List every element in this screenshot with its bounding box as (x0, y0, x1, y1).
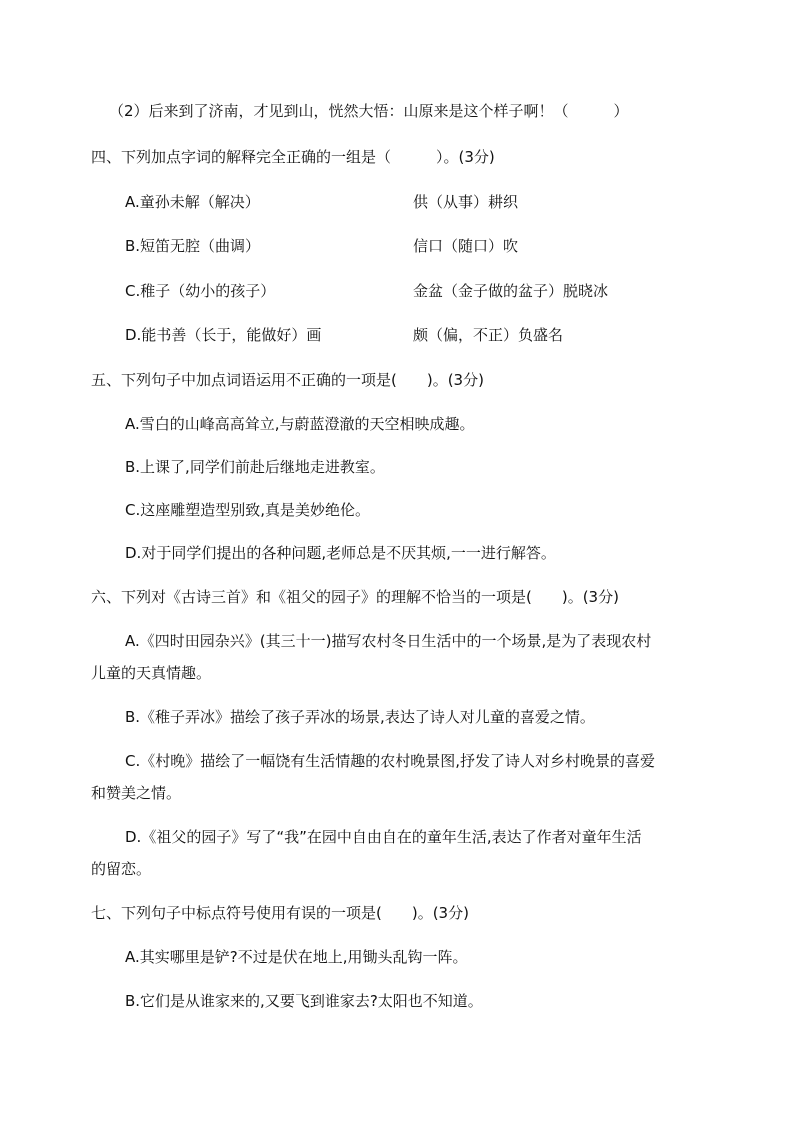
q4-option-a-right: 供（从事）耕织 (413, 193, 519, 211)
q4-option-b-left: B.短笛无腔（曲调） (125, 237, 261, 255)
q5-option-a: A.雪白的山峰高高耸立,与蔚蓝澄澈的天空相映成趣。 (125, 415, 475, 433)
q5-option-d: D.对于同学们提出的各种问题,老师总是不厌其烦,一一进行解答。 (125, 544, 556, 562)
q6-option-b: B.《稚子弄冰》描绘了孩子弄冰的场景,表达了诗人对儿童的喜爱之情。 (125, 708, 595, 726)
q5-option-c: C.这座雕塑造型别致,真是美妙绝伦。 (125, 501, 371, 519)
q6-option-c-line1: C.《村晚》描绘了一幅饶有生活情趣的农村晚景图,抒发了诗人对乡村晚景的喜爱 (125, 752, 656, 770)
q4-option-d-right: 颇（偏，不正）负盛名 (413, 326, 564, 344)
q6-option-c-line2: 和赞美之情。 (91, 784, 182, 802)
q3-subquestion-2: （2）后来到了济南，才见到山，恍然大悟：山原来是这个样子啊！（ ） (109, 102, 629, 120)
q4-title: 四、下列加点字词的解释完全正确的一组是（ ）。(3分) (91, 148, 495, 166)
q5-option-b: B.上课了,同学们前赴后继地走进教室。 (125, 458, 385, 476)
q6-option-d-line1: D.《祖父的园子》写了“我”在园中自由自在的童年生活,表达了作者对童年生活 (125, 828, 642, 846)
q4-option-c-right: 金盆（金子做的盆子）脱晓冰 (413, 282, 609, 300)
q4-option-a-left: A.童孙未解（解决） (125, 193, 260, 211)
q6-option-a-line1: A.《四时田园杂兴》(其三十一)描写农村冬日生活中的一个场景,是为了表现农村 (125, 632, 652, 650)
q6-option-a-line2: 儿童的天真情趣。 (91, 664, 212, 682)
q4-option-d-left: D.能书善（长于，能做好）画 (125, 326, 322, 344)
q4-option-c-left: C.稚子（幼小的孩子） (125, 282, 276, 300)
q4-option-b-right: 信口（随口）吹 (413, 237, 519, 255)
q6-title: 六、下列对《古诗三首》和《祖父的园子》的理解不恰当的一项是( )。(3分) (91, 588, 619, 606)
q7-title: 七、下列句子中标点符号使用有误的一项是( )。(3分) (91, 904, 469, 922)
q6-option-d-line2: 的留恋。 (91, 860, 152, 878)
q7-option-a: A.其实哪里是铲?不过是伏在地上,用锄头乱钩一阵。 (125, 948, 468, 966)
q5-title: 五、下列句子中加点词语运用不正确的一项是( )。(3分) (91, 371, 484, 389)
q7-option-b: B.它们是从谁家来的,又要飞到谁家去?太阳也不知道。 (125, 992, 483, 1010)
